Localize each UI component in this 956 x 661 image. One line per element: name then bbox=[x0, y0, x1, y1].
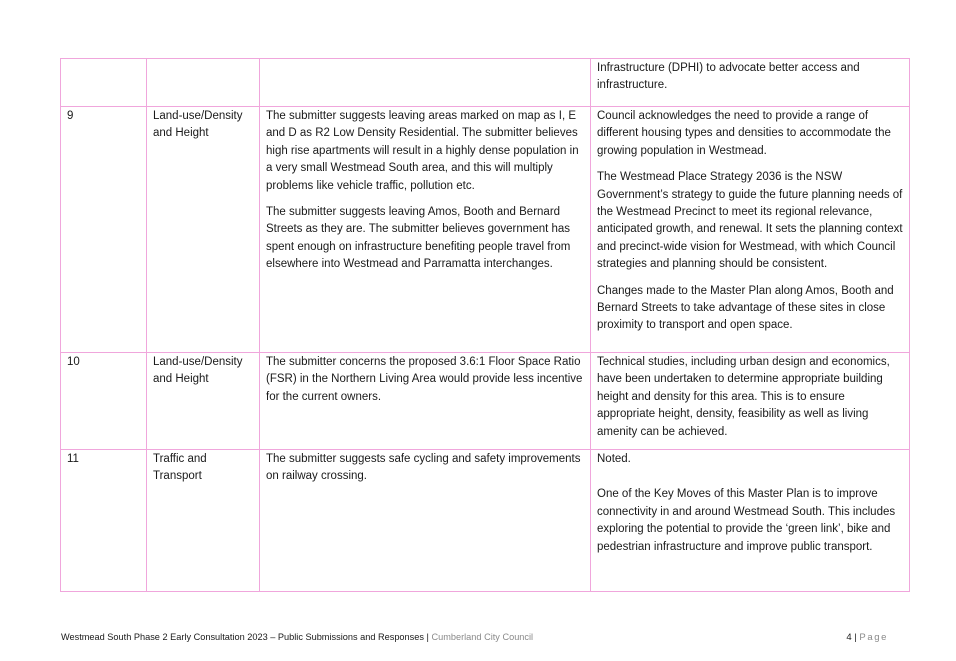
page-label: Page bbox=[859, 632, 888, 643]
topic-cell: Land-use/Density and Height bbox=[147, 107, 260, 353]
table-row bbox=[61, 450, 910, 592]
page-footer bbox=[61, 632, 891, 642]
page-number bbox=[846, 632, 888, 643]
response-paragraph: Changes made to the Master Plan along Amos, Booth and Bernard Streets to take advantage of these sites in close proximity to transport and open space. bbox=[597, 284, 894, 332]
topic-cell bbox=[147, 59, 260, 107]
submissions-table bbox=[60, 58, 910, 592]
number-cell: 9 bbox=[61, 107, 147, 353]
footer-document-title: Westmead South Phase 2 Early Consultation 2023 – Public Submissions and Responses bbox=[61, 632, 424, 642]
number-cell: 11 bbox=[61, 450, 147, 592]
submission-paragraph: The submitter suggests leaving Amos, Booth and Bernard Streets as they are. The submitter believes government has spent enough on infrastructure benefiting people travel from elsewhere into Westmead and Parramatta interchanges. bbox=[266, 206, 571, 271]
number-cell: 10 bbox=[61, 353, 147, 450]
table-row bbox=[61, 59, 910, 107]
topic-cell: Land-use/Density and Height bbox=[147, 353, 260, 450]
response-paragraph: One of the Key Moves of this Master Plan is to improve connectivity in and around Westmead South. This includes exploring the potential to provide the ‘green link’, bike and pedestrian infrastructure and improve public transport. bbox=[597, 488, 896, 553]
response-paragraph: The Westmead Place Strategy 2036 is the NSW Government’s strategy to guide the future planning needs of the Westmead Precinct to meet its regional relevance, anticipated growth, and renewal. It sets the planning context and precinct-wide vision for Westmead, with which Council strategies and planning should be consistent. bbox=[597, 171, 903, 271]
page-number-separator: | bbox=[854, 632, 857, 643]
response-paragraph: Infrastructure (DPHI) to advocate better access and infrastructure. bbox=[597, 62, 860, 92]
response-paragraph: Technical studies, including urban design and economics, have been undertaken to determine appropriate building height and density for this area. This is to ensure appropriate height, density, feasibility as well as living amenity can be achieved. bbox=[597, 356, 890, 438]
submission-cell bbox=[260, 59, 591, 107]
submission-cell bbox=[260, 353, 591, 450]
page-number-value: 4 bbox=[846, 632, 852, 643]
submission-paragraph: The submitter concerns the proposed 3.6:1 Floor Space Ratio (FSR) in the Northern Living Area would provide less incentive for the current owners. bbox=[266, 356, 583, 403]
number-cell bbox=[61, 59, 147, 107]
response-cell bbox=[591, 450, 910, 592]
submission-cell bbox=[260, 450, 591, 592]
footer-organisation: Cumberland City Council bbox=[431, 632, 534, 642]
submission-cell bbox=[260, 107, 591, 353]
response-paragraph: Noted. bbox=[597, 453, 631, 465]
table-row bbox=[61, 107, 910, 353]
submission-paragraph: The submitter suggests safe cycling and safety improvements on railway crossing. bbox=[266, 453, 581, 483]
footer-separator: | bbox=[426, 632, 429, 642]
submission-paragraph: The submitter suggests leaving areas marked on map as I, E and D as R2 Low Density Residential. The submitter believes high rise apartments will result in a highly dense population in a very small Westmead South area, and this will multiply problems like vehicle traffic, pollution etc. bbox=[266, 110, 579, 192]
topic-cell: Traffic and Transport bbox=[147, 450, 260, 592]
response-cell bbox=[591, 107, 910, 353]
table-row bbox=[61, 353, 910, 450]
response-paragraph: Council acknowledges the need to provide a range of different housing types and densities to accommodate the growing population in Westmead. bbox=[597, 110, 891, 157]
response-cell bbox=[591, 59, 910, 107]
response-cell bbox=[591, 353, 910, 450]
